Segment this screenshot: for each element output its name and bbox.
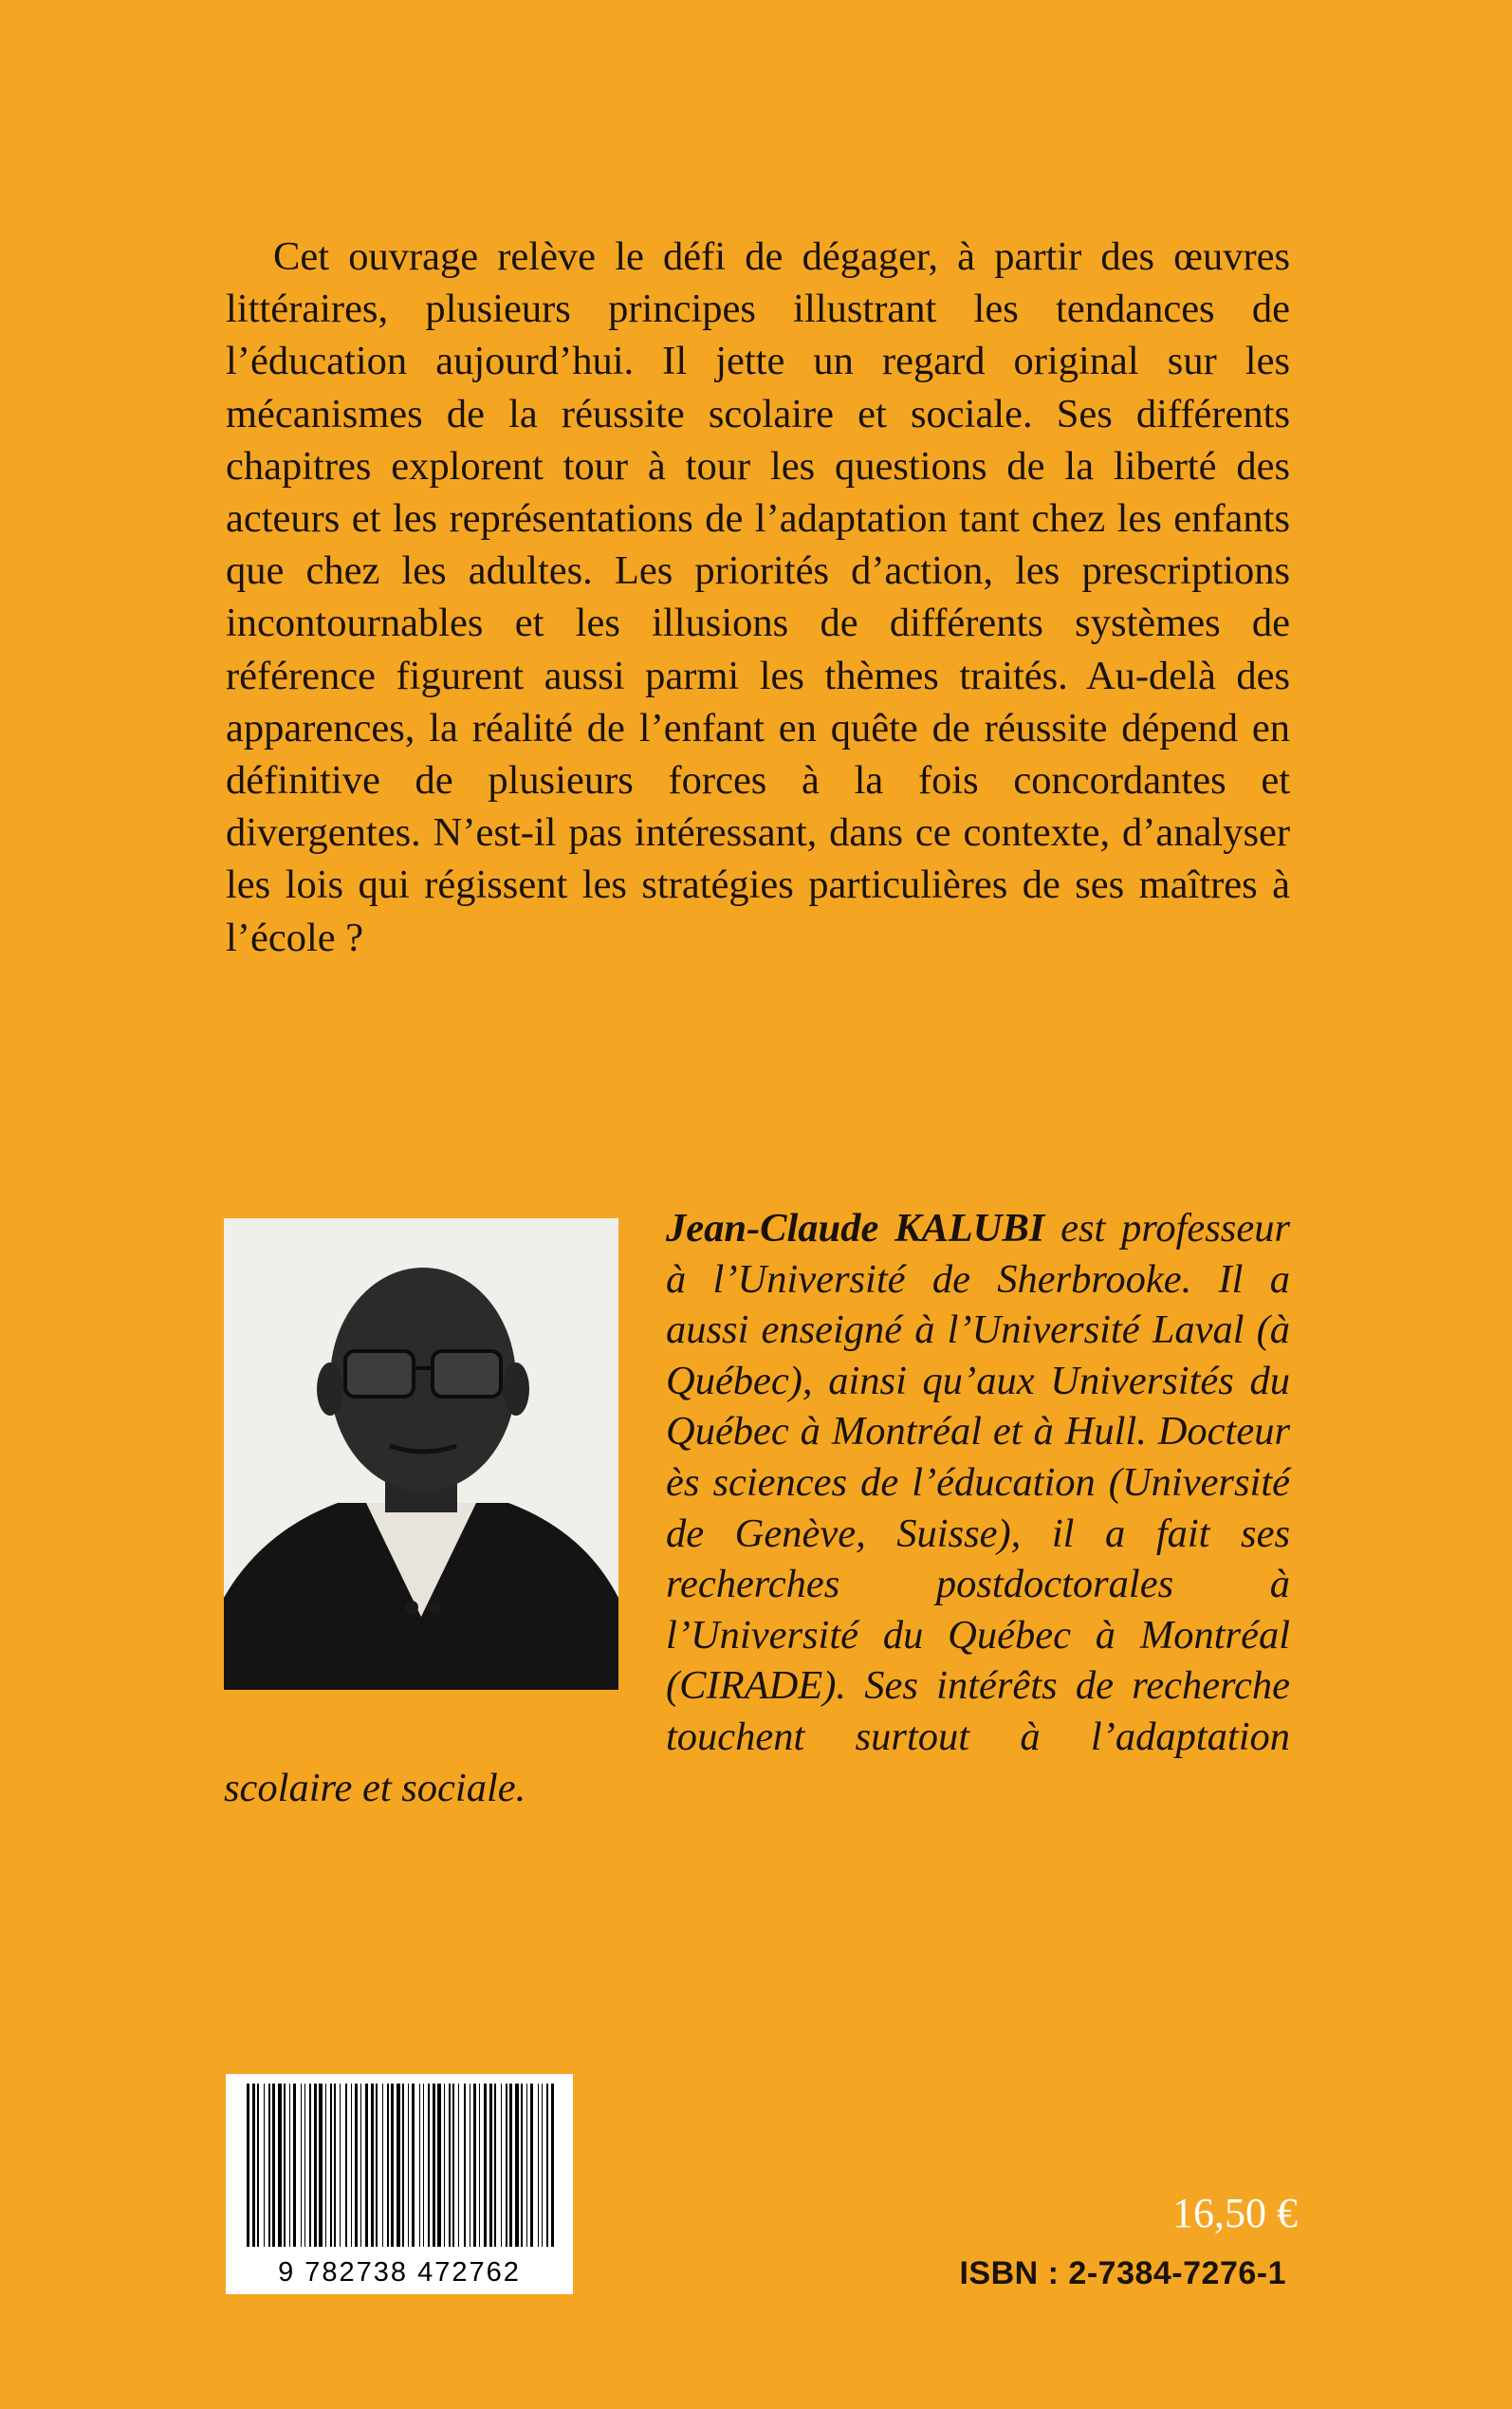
barcode-bar [284,2084,286,2247]
barcode-bar [501,2084,502,2247]
barcode-bar [289,2084,290,2247]
barcode-bar [423,2084,424,2247]
barcode-bar [428,2084,430,2247]
barcode-bar [355,2084,358,2247]
barcode-bar [293,2084,296,2247]
barcode-bar [538,2084,539,2247]
barcode-bar [268,2084,270,2247]
barcode-bar [526,2084,527,2247]
price: 16,50 € [1172,2190,1298,2236]
barcode-bar [325,2084,326,2247]
barcode-bar [387,2084,389,2247]
barcode-bar [301,2084,302,2247]
barcode-bar [473,2084,476,2247]
photo-wrap-spacer [224,1203,666,1736]
barcode-bar [304,2084,305,2247]
isbn: ISBN : 2-7384-7276-1 [959,2255,1286,2291]
barcode-bar [521,2084,523,2247]
barcode-bar [530,2084,533,2247]
barcode [226,2074,573,2294]
barcode-bar [464,2084,466,2247]
barcode-bar [419,2084,420,2247]
barcode-bar [452,2084,454,2247]
barcode-bar [340,2084,341,2247]
barcode-bar [360,2084,361,2247]
barcode-bar [278,2084,282,2247]
author-biography [224,1203,1290,1813]
barcode-bar [515,2084,519,2247]
barcode-bar [371,2084,374,2247]
barcode-bar [433,2084,435,2247]
barcode-bar [551,2084,554,2247]
barcode-bar [314,2084,317,2247]
barcode-bar [391,2084,394,2247]
barcode-bar [479,2084,480,2247]
barcode-bar [449,2084,451,2247]
barcode-bar [444,2084,445,2247]
barcode-bar [334,2084,336,2247]
barcode-bar [252,2084,255,2247]
barcode-bar [542,2084,543,2247]
barcode-bar [509,2084,512,2247]
back-cover-summary: Cet ouvrage relève le défi de dégager, à partir des œuvres littéraires, plusieurs principes illustrant les tendances de l’éducation aujourd’hui. Il jette un regard original sur les mécanismes de la réussite scolaire et sociale. Ses différents chapitres explorent tour à tour les questions de la liberté des acteurs et les représentations de l’adaptation tant chez les enfants que chez les adultes. Les priorités d’action, les prescriptions incontournables et les illusions de différents systèmes de référence figurent aussi parmi les thèmes traités. Au-delà des apparences, la réalité de l’enfant en quête de réussite dépend en définitive de plusieurs forces à la fois concordantes et divergentes. N’est-il pas intéressant, dans ce contexte, d’analyser les lois qui régissent les stratégies particulières de ses maîtres à l’école ? [226,234,1290,960]
barcode-bar [458,2084,459,2247]
barcode-bar [408,2084,409,2247]
barcode-bars [226,2074,573,2254]
barcode-bar [247,2084,249,2247]
barcode-bar [309,2084,311,2247]
barcode-bar [376,2084,378,2247]
barcode-bar [506,2084,507,2247]
barcode-bar [345,2084,347,2247]
barcode-bar [264,2084,265,2247]
barcode-number: 9 782738 472762 [278,2257,521,2288]
barcode-bar [402,2084,404,2247]
barcode-bar [437,2084,441,2247]
barcode-bar [494,2084,496,2247]
barcode-bar [382,2084,383,2247]
barcode-bar [257,2084,259,2247]
barcode-bar [396,2084,400,2247]
barcode-bar [484,2084,487,2247]
author-bio-body: est professeur à l’Université de Sherbrooke. Il a aussi enseigné à l’Université Laval (à Québec), ainsi qu’aux Universités du Québec à Montréal et à Hull. Docteur ès sciences de l’éducation (Université de Genève, Suisse), il a fait ses recherches postdoctorales à l’Université du Québec à Montréal (CIRADE). Ses intérêts de recherche touchent surtout à l’adaptation scolaire et sociale. [224,1206,1291,1810]
barcode-bar [489,2084,492,2247]
barcode-bar [365,2084,368,2247]
barcode-bar [272,2084,275,2247]
barcode-bar [412,2084,415,2247]
author-name: Jean-Claude KALUBI [666,1206,1045,1251]
barcode-bar [319,2084,323,2247]
barcode-bar [351,2084,352,2247]
barcode-bar [546,2084,548,2247]
barcode-bar [330,2084,332,2247]
